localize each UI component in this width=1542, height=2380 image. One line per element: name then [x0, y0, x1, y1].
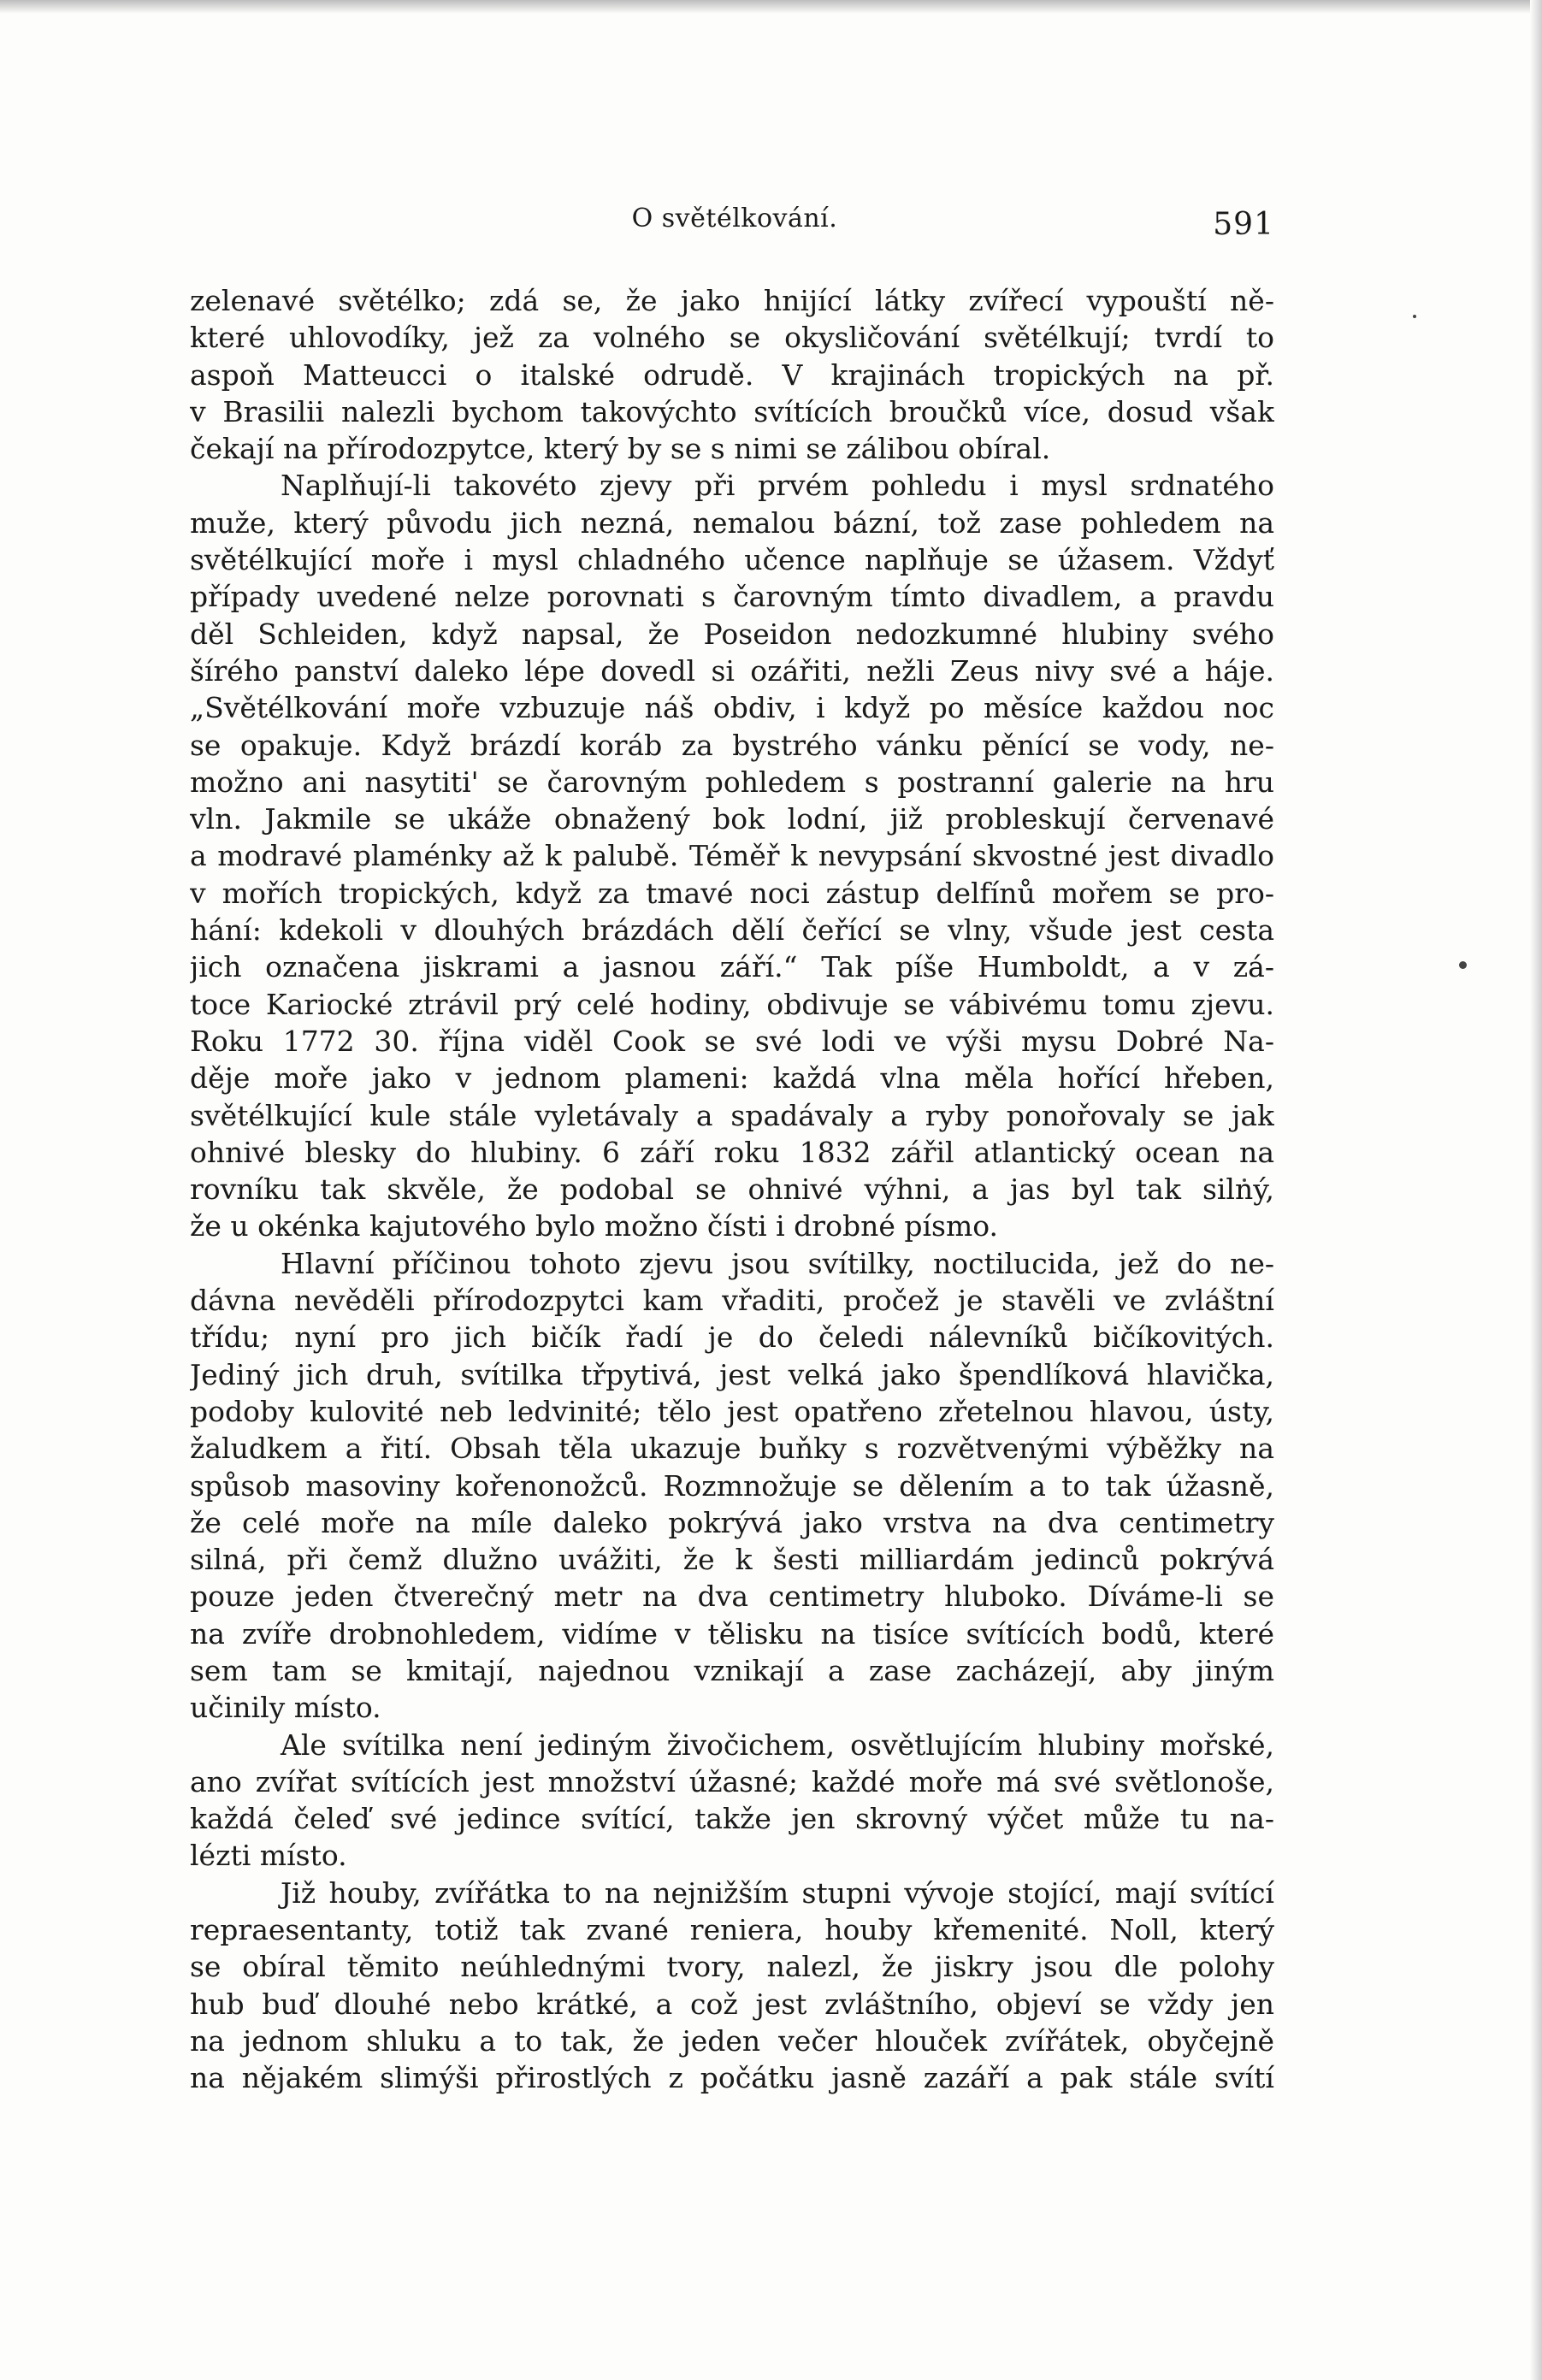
text-line: sem tam se kmitají, najednou vznikají a zase zacházejí, aby jiným: [190, 1653, 1274, 1687]
text-line: Roku 1772 30. října viděl Cook se své lodi ve výši mysu Dobré Na-: [190, 1024, 1274, 1058]
text-line: děl Schleiden, když napsal, že Poseidon nedozkumné hlubiny svého: [190, 617, 1274, 651]
text-line: lézti místo.: [190, 1839, 347, 1873]
running-title: O světélkování.: [631, 204, 838, 233]
text-line: třídu; nyní pro jich bičík řadí je do čeledi nálevníků bičíkovitých.: [190, 1320, 1274, 1355]
text-line: na nějakém slimýši přirostlých z počátku jasně zazáří a pak stále svítí: [190, 2061, 1274, 2095]
text-line: se opakuje. Když brázdí koráb za bystrého vánku pěnící se vody, ne-: [190, 728, 1274, 762]
ink-speck: [1459, 961, 1467, 969]
text-line: čekají na přírodozpytce, který by se s nimi se zálibou obíral.: [190, 432, 1051, 466]
text-line: a modravé plaménky až k palubě. Téměř k nevypsání skvostné jest divadlo: [190, 839, 1274, 873]
text-line: na jednom shluku a to tak, že jeden večer hlouček zvířátek, obyčejně: [190, 2023, 1274, 2058]
text-line: aspoň Matteucci o italské odrudě. V krajinách tropických na př.: [190, 357, 1274, 392]
paragraph: [190, 1245, 1274, 1727]
text-line: že u okénka kajutového bylo možno čísti i drobné písmo.: [190, 1209, 999, 1243]
page-number: 591: [1213, 207, 1274, 242]
text-line: světélkující moře i mysl chladného učence naplňuje se úžasem. Vždyť: [190, 543, 1274, 577]
text-line: dávna nevěděli přírodozpytci kam vřaditi, pročež je stavěli ve zvláštní: [190, 1284, 1274, 1318]
text-line: se obíral těmito neúhlednými tvory, nalezl, že jiskry jsou dle polohy: [190, 1950, 1274, 1984]
text-line: vln. Jakmile se ukáže obnažený bok lodní, již probleskují červenavé: [190, 802, 1274, 836]
text-line: muže, který původu jich nezná, nemalou bázní, tož zase pohledem na: [190, 505, 1274, 540]
text-line: děje moře jako v jednom plameni: každá vlna měla hořící hřeben,: [190, 1061, 1274, 1096]
text-line: Jediný jich druh, svítilka třpytivá, jest velká jako špendlíková hlavička,: [190, 1357, 1274, 1391]
text-line: hub buď dlouhé nebo krátké, a což jest zvláštního, objeví se vždy jen: [190, 1987, 1274, 2021]
text-line: každá čeleď své jedince svítící, takže jen skrovný výčet může tu na-: [190, 1802, 1274, 1836]
body-text: [190, 282, 1274, 2097]
paragraph: [190, 282, 1274, 467]
text-line: šírého panství daleko lépe dovedl si ozářiti, nežli Zeus nivy své a háje.: [190, 653, 1274, 688]
text-line: podoby kulovité neb ledvinité; tělo jest opatřeno zřetelnou hlavou, ústy,: [190, 1394, 1274, 1428]
paragraph: [190, 467, 1274, 1244]
page-right-edge-shadow: [1530, 0, 1542, 2380]
text-line: zelenavé světélko; zdá se, že jako hnijící látky zvířecí vypouští ně-: [190, 284, 1274, 317]
text-line: pouze jeden čtverečný metr na dva centimetry hluboko. Díváme-li se: [190, 1580, 1274, 1614]
text-line: které uhlovodíky, jež za volného se okysličování světélkují; tvrdí to: [190, 321, 1274, 355]
text-line: hání: kdekoli v dlouhých brázdách dělí čeřící se vlny, všude jest cesta: [190, 913, 1274, 948]
text-line: že celé moře na míle daleko pokrývá jako vrstva na dva centimetry: [190, 1505, 1274, 1539]
text-line: světélkující kule stále vyletávaly a spadávaly a ryby ponořovaly se jak: [190, 1098, 1274, 1132]
text-line: možno ani nasytiti' se čarovným pohledem s postranní galerie na hru: [190, 765, 1274, 799]
text-line: jich označena jiskrami a jasnou září.“ Tak píše Humboldt, a v zá-: [190, 950, 1274, 984]
text-line: toce Kariocké ztrávil prý celé hodiny, obdivuje se vábivému tomu zjevu.: [190, 987, 1274, 1021]
text-line: ohnivé blesky do hlubiny. 6 září roku 1832 zářil atlantický ocean na: [190, 1135, 1274, 1169]
text-line: v Brasilii nalezli bychom takovýchto svítících broučků více, dosud však: [190, 394, 1274, 428]
text-line: spůsob masoviny kořenonožců. Rozmnožuje se dělením a to tak úžasně,: [190, 1468, 1274, 1503]
text-line: žaludkem a řití. Obsah těla ukazuje buňky s rozvětvenými výběžky na: [190, 1432, 1274, 1466]
text-line: silná, při čemž dlužno uvážiti, že k šesti milliardám jedinců pokrývá: [190, 1543, 1274, 1577]
text-line: v mořích tropických, když za tmavé noci zástup delfínů mořem se pro-: [190, 876, 1274, 910]
paragraph: [190, 1727, 1274, 1875]
text-line: na zvíře drobnohledem, vidíme v tělisku na tisíce svítících bodů, které: [190, 1616, 1274, 1651]
text-line: Naplňují-li takovéto zjevy při prvém pohledu i mysl srdnatého: [281, 469, 1274, 503]
paragraph: [190, 1875, 1274, 2097]
text-line: repraesentanty, totiž tak zvané reniera, houby křemenité. Noll, který: [190, 1913, 1274, 1947]
ink-speck: [1413, 315, 1416, 318]
text-line: případy uvedené nelze porovnati s čarovným tímto divadlem, a pravdu: [190, 580, 1274, 614]
text-line: Hlavní příčinou tohoto zjevu jsou svítilky, noctilucida, jež do ne-: [281, 1246, 1274, 1280]
text-line: Již houby, zvířátka to na nejnižším stupni vývoje stojící, mají svítící: [281, 1875, 1274, 1910]
text-line: ano zvířat svítících jest množství úžasné; každé moře má své světlonoše,: [190, 1764, 1274, 1798]
text-line: učinily místo.: [190, 1691, 381, 1725]
text-line: „Světélkování moře vzbuzuje náš obdiv, i když po měsíce každou noc: [190, 691, 1274, 725]
text-line: Ale svítilka není jediným živočichem, osvětlujícím hlubiny mořské,: [281, 1727, 1274, 1762]
page-top-edge-shadow: [0, 0, 1542, 14]
text-line: rovníku tak skvěle, že podobal se ohnivé výhni, a jas byl tak silný,: [190, 1172, 1274, 1207]
page-header: [195, 198, 1274, 250]
